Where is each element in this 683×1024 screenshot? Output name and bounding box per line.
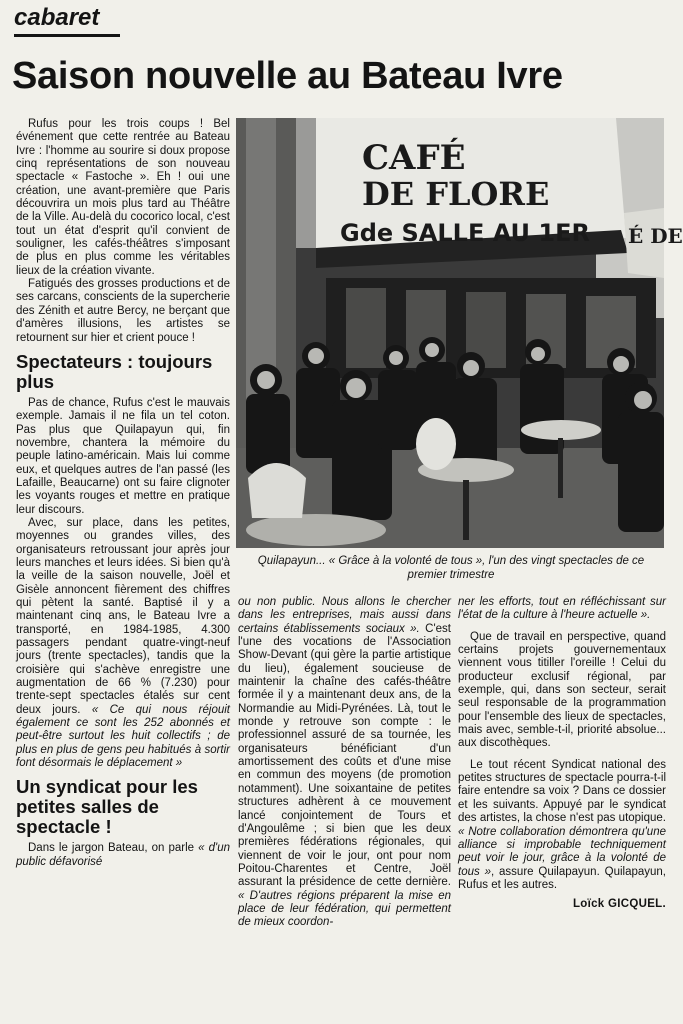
sign-line-1: CAFÉ bbox=[362, 138, 466, 178]
paragraph: Que de travail en perspective, quand certains projets gouvernementaux viennent vous titiller l'oreille ! Celui du producteur exclusif régional, par exemple, qui, dans son secteur, serait seul responsable de la programmation pour l'ensemble des lieux de spectacles, mais avec, semble-t-il, priorité absolue... aux discothèques. bbox=[458, 630, 666, 750]
article-headline: Saison nouvelle au Bateau Ivre bbox=[12, 55, 563, 97]
rubric-label: cabaret bbox=[14, 4, 100, 31]
side-sign: É DE bbox=[628, 224, 683, 248]
column-2 bbox=[238, 596, 451, 930]
paragraph bbox=[16, 517, 230, 771]
author-signature: Loïck GICQUEL. bbox=[572, 898, 666, 911]
section-rubric bbox=[14, 4, 120, 37]
quote-text: « Notre collaboration démontrera qu'une alliance si improbable techniquement peut voir le jour, grâce à la volonté de tous » bbox=[458, 825, 666, 878]
paragraph: Pas de chance, Rufus c'est le mauvais exemple. Jamais il ne fila un tel coton. Pas plus que Quilapayun qui, fin novembre, chantera la mémoire du peuple latino-américain. Mais lui comme eux, et quelques autres de l'an passé (les Lafaille, Beaucarne) ont su faire clignoter les voyants rouges et mettre en pratique leur discours. bbox=[16, 396, 230, 516]
paragraph bbox=[458, 759, 666, 892]
paragraph-text: C'est l'une des vocations de l'Association Show-Devant (qui gère la partie artistique du lieu), également soucieuse de maintenir la chaîne des cafés-théâtre formée il y a maintenant deux ans, de la Normandie au Midi-Pyrénées. Là, tout le monde y retrouve son compte : le professionnel assuré de sa tournée, les organisateurs bénéficiant d'un amortissement des coûts et d'une mise en commun des moyens (de promotion notamment). Une soixantaine de petites structures adhèrent à ce mouvement lancé conjointement de Tours et d'Angoulême ; si bien que les deux premières fédérations régionales, qui viennent de voir le jour, ont pour nom Poitou-Charentes et Centre, Joël assurant la présidence de cette dernière. bbox=[238, 622, 451, 889]
sign-line-2: DE FLORE bbox=[362, 175, 550, 213]
paragraph-text: Avec, sur place, dans les petites, moyennes ou grandes villes, des organisateurs retroussant jour après jour leurs manches et leurs idées. Si bien qu'à la veille de la saison nouvelle, Joël et Gisèle annoncent fièrement des chiffres qui pètent la santé. Baptisé il y a maintenant cinq ans, le Bateau Ivre a transporté, en 1984-1985, 4.300 passagers pendant quatre-vingt-neuf jours (trente spectacles), tandis que la croisière qui s'achève enregistre une augmentation de 66 % (7.230) pour trente-sept spectacles étalés sur cent deux jours. bbox=[16, 516, 230, 716]
quote-text: « Ce qui nous réjouit également ce sont les 252 abonnés et peut-être surtout les huit collectifs ; de plus en plus de gens peu habitués à sortir font désormais le déplacement » bbox=[16, 703, 230, 770]
paragraph bbox=[16, 842, 230, 869]
column-1 bbox=[16, 118, 230, 869]
paragraph bbox=[238, 596, 451, 930]
article-photo bbox=[236, 118, 683, 548]
quote-text: « d'un public défavorisé bbox=[16, 842, 230, 868]
subheading: Spectateurs : toujours plus bbox=[16, 350, 213, 392]
quote-continuation: ner les efforts, tout en réfléchissant sur l'état de la culture à l'heure actuelle ». bbox=[458, 596, 666, 622]
subheading: Un syndicat pour les petites salles de spectacle ! bbox=[16, 776, 198, 838]
paragraph-text: , assure Quilapayun. Quilapayun, Rufus et les autres. bbox=[458, 865, 666, 891]
rubric-underline bbox=[14, 34, 120, 37]
paragraph-text: Dans le jargon Bateau, on parle bbox=[28, 842, 195, 855]
column-3 bbox=[458, 596, 666, 912]
sign-line-3: Gde SALLE AU 1ER bbox=[340, 219, 590, 247]
paragraph-text: Le tout récent Syndicat national des petites structures de spectacle pourra-t-il faire entendre sa voix ? Dans ce dossier et les suivants. Appuyé par le syndicat des artistes, la chose n'est pas utopique. bbox=[458, 758, 666, 825]
quote-text: ou non public. Nous allons le chercher dans les entreprises, mais aussi dans certains établissements sociaux ». bbox=[238, 596, 451, 635]
photo-caption: Quilapayun... « Grâce à la volonté de tous », l'un des vingt spectacles de ce premier trimestre bbox=[257, 555, 645, 581]
paragraph: Fatigués des grosses productions et de ses carcans, conscients de la supercherie des Zénith et autre Bercy, ne berçant que d'amères illusions, les artistes se retournent sur hier et crient pouce ! bbox=[16, 278, 230, 344]
cafe-sign bbox=[332, 140, 612, 248]
paragraph: Rufus pour les trois coups ! Bel événement que cette rentrée au Bateau Ivre : l'homme au sourire si doux propose cinq représentations de son nouveau spectacle « Fastoche ». Eh ! oui une création, une avant-première que Paris découvrira un mois plus tard au Théâtre de la Ville. Au-delà du cocorico local, c'est tout un état d'esprit qu'il convient de souligner, les cafés-théâtres s'imposant de plus en plus comme les véritables lieux de la création vivante. bbox=[16, 118, 230, 277]
quote-text: « D'autres régions préparent la mise en place de leur fédération, qui permettent de mieux coordon- bbox=[238, 889, 451, 929]
